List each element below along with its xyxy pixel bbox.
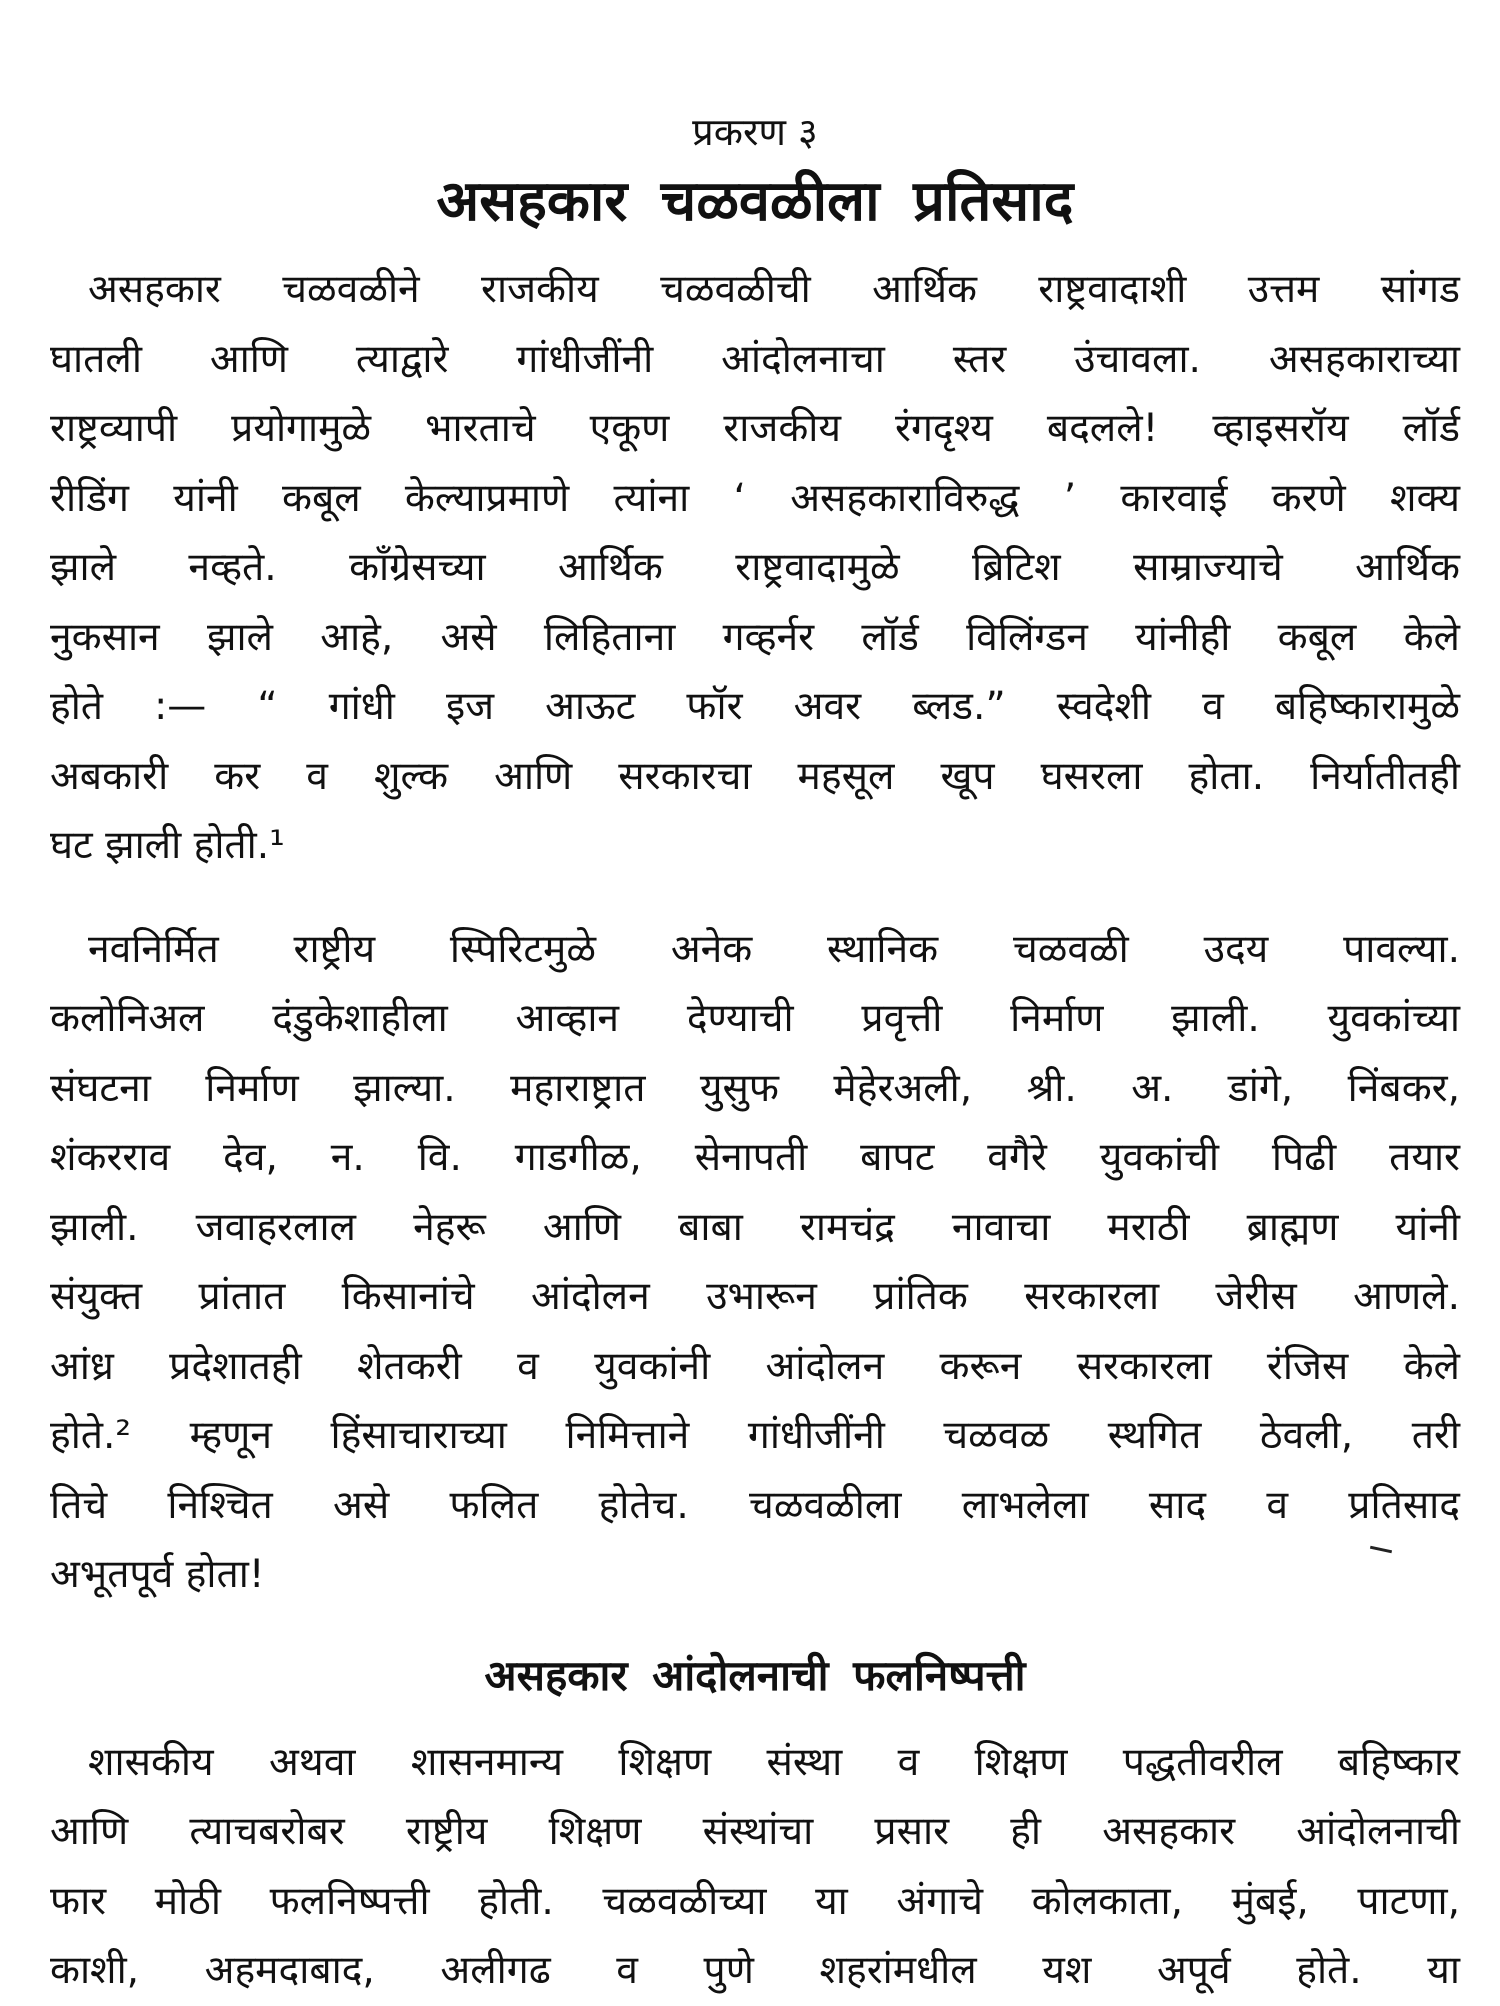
paragraph-line: तिचे निश्चित असे फलित होतेच. चळवळीला लाभलेला साद व प्रतिसाद — [50, 1482, 1460, 1528]
paragraph-line: फार मोठी फलनिष्पत्ती होती. चळवळीच्या या अंगाचे कोलकाता, मुंबई, पाटणा, — [50, 1878, 1460, 1924]
paragraph-line: घातली आणि त्याद्वारे गांधीजींनी आंदोलनाचा स्तर उंचावला. असहकाराच्या — [50, 336, 1460, 382]
paragraph-line: आणि त्याचबरोबर राष्ट्रीय शिक्षण संस्थांचा प्रसार ही असहकार आंदोलनाची — [50, 1809, 1460, 1854]
paragraph-line: कलोनिअल दंडुकेशाहीला आव्हान देण्याची प्रवृत्ती निर्माण झाली. युवकांच्या — [50, 996, 1460, 1041]
section-title: असहकार आंदोलनाची फलनिष्पत्ती — [484, 1650, 1026, 1700]
paragraph-line: झाले नव्हते. कॉंग्रेसच्या आर्थिक राष्ट्रवादामुळे ब्रिटिश साम्राज्याचे आर्थिक — [50, 545, 1460, 590]
section-paragraph — [50, 1728, 1460, 2006]
paragraph-line: असहकार चळवळीने राजकीय चळवळीची आर्थिक राष्ट्रवादाशी उत्तम सांगड — [88, 267, 1460, 312]
paragraph-line: शंकरराव देव, न. वि. गाडगीळ, सेनापती बापट वगैरे युवकांची पिढी तयार — [50, 1135, 1460, 1180]
paragraph-1 — [50, 255, 1460, 881]
paragraph-line: संघटना निर्माण झाल्या. महाराष्ट्रात युसुफ मेहेरअली, श्री. अ. डांगे, निंबकर, — [50, 1065, 1460, 1111]
paragraph-line: संयुक्त प्रांतात किसानांचे आंदोलन उभारून प्रांतिक सरकारला जेरीस आणले. — [50, 1274, 1460, 1319]
paragraph-line: राष्ट्रव्यापी प्रयोगामुळे भारताचे एकूण राजकीय रंगदृश्य बदलले! व्हाइसरॉय लॉर्ड — [50, 406, 1460, 451]
paragraph-line: घट झाली होती.¹ — [50, 823, 285, 868]
chapter-title: असहकार चळवळीला प्रतिसाद — [436, 169, 1074, 234]
paragraph-line: नुकसान झाले आहे, असे लिहिताना गव्हर्नर लॉर्ड विलिंग्डन यांनीही कबूल केले — [50, 614, 1460, 660]
paragraph-line: आंध्र प्रदेशातही शेतकरी व युवकांनी आंदोलन करून सरकारला रंजिस केले — [50, 1343, 1460, 1389]
paragraph-line: अबकारी कर व शुल्क आणि सरकारचा महसूल खूप घसरला होता. निर्यातीतही — [50, 753, 1460, 799]
paragraph-line: अभूतपूर्व होता! — [50, 1552, 265, 1597]
paragraph-line: काशी, अहमदाबाद, अलीगढ व पुणे शहरांमधील यश अपूर्व होते. या — [50, 1948, 1460, 1993]
paragraph-line: होते.² म्हणून हिंसाचाराच्या निमित्ताने गांधीजींनी चळवळ स्थगित ठेवली, तरी — [50, 1413, 1460, 1458]
paragraph-line: शासकीय अथवा शासनमान्य शिक्षण संस्था व शिक्षण पद्धतीवरील बहिष्कार — [88, 1739, 1460, 1785]
paragraph-line: रीडिंग यांनी कबूल केल्याप्रमाणे त्यांना ‘ असहकाराविरुद्ध ’ कारवाई करणे शक्य — [50, 475, 1460, 521]
paragraph-line: झाली. जवाहरलाल नेहरू आणि बाबा रामचंद्र नावाचा मराठी ब्राह्मण यांनी — [50, 1204, 1460, 1250]
paragraph-line: नवनिर्मित राष्ट्रीय स्पिरिटमुळे अनेक स्थानिक चळवळी उदय पावल्या. — [88, 926, 1460, 972]
paragraph-2 — [50, 915, 1460, 1610]
paragraph-line: होते :— “ गांधी इज आऊट फॉर अवर ब्लड.” स्वदेशी व बहिष्कारामुळे — [50, 684, 1460, 729]
chapter-label: प्रकरण ३ — [692, 110, 818, 154]
